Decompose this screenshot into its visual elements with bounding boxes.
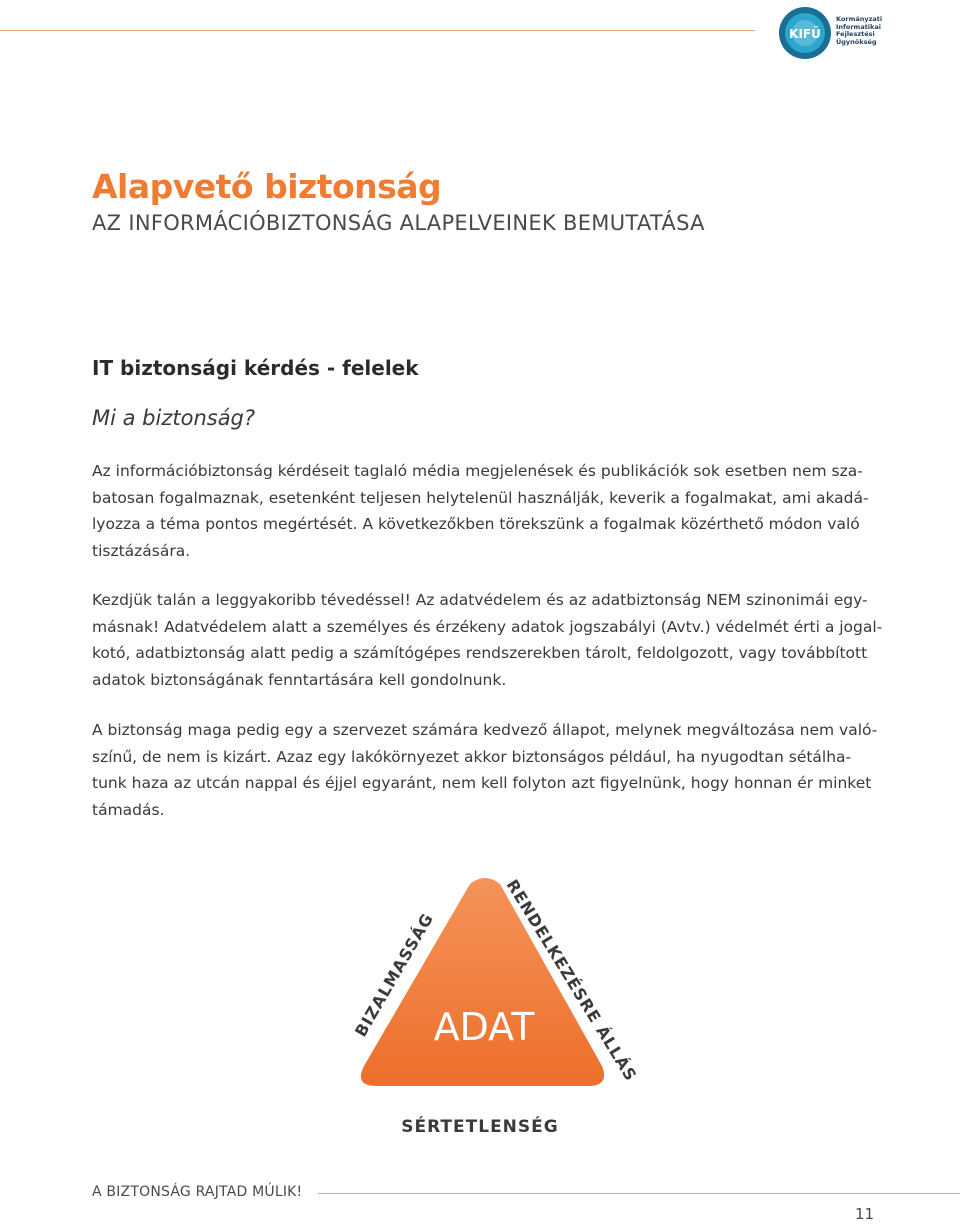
footer-slogan: A BIZTONSÁG RAJTAD MÚLIK! (92, 1184, 303, 1200)
header-rule (0, 30, 755, 31)
paragraph-line: másnak! Adatvédelem alatt a személyes és érzékeny adatok jogszabályi (Avtv.) védelmét érti a jogal- (92, 617, 883, 636)
triangle-left-label-path: BIZALMASSÁG (351, 909, 438, 1041)
triangle-bottom-label: SÉRTETLENSÉG (401, 1117, 559, 1137)
paragraph-line: lyozza a téma pontos megértését. A következőkben törekszünk a fogalmak közérthető módon való (92, 515, 860, 533)
logo-line: Fejlesztési (836, 30, 875, 38)
page-number: 11 (855, 1205, 875, 1223)
paragraph (92, 717, 882, 823)
paragraph-line: kotó, adatbiztonság alatt pedig a számítógépes rendszerekben tárolt, feldolgozott, vagy továbbított (92, 644, 868, 662)
section-title: IT biztonsági kérdés - felelek (92, 356, 419, 380)
paragraph-line: tisztázására. (92, 541, 191, 560)
paragraph-line: színű, de nem is kizárt. Azaz egy lakókörnyezet akkor biztonságos például, ha nyugodtan sétálha- (92, 747, 852, 766)
logo-line: Informatikai (836, 22, 881, 31)
logo-line: Ügynökség (836, 37, 877, 46)
footer-rule (318, 1193, 960, 1194)
paragraph-line: Kezdjük talán a leggyakoribb tévedéssel! Az adatvédelem és az adatbiztonság NEM szinonimái egy- (92, 591, 868, 609)
paragraph-line: támadás. (92, 800, 165, 819)
triangle-right-label-path: RENDELKEZÉSRE ÁLLÁS (502, 876, 641, 1085)
paragraph-line: adatok biztonságának fenntartására kell gondolnunk. (92, 670, 507, 689)
triangle-center-label: ADAT (433, 1005, 535, 1049)
question-heading: Mi a biztonság? (92, 406, 256, 430)
logo-abbr: KIFÜ (789, 27, 821, 41)
logo-agency-name (836, 16, 882, 46)
cia-triangle-diagram (330, 860, 650, 1140)
paragraph-line: Az információbiztonság kérdéseit taglaló média megjelenések és publikációk sok esetben nem sza- (92, 462, 863, 480)
paragraph (92, 587, 882, 693)
logo-line: Kormányzati (836, 15, 883, 23)
paragraph-line: tunk haza az utcán nappal és éjjel egyaránt, nem kell folyton azt figyelnünk, hogy honnan ér minket (92, 774, 872, 792)
paragraph (92, 458, 882, 564)
paragraph-line: A biztonság maga pedig egy a szervezet számára kedvező állapot, melynek megváltozása nem való- (92, 721, 878, 739)
paragraph-line: batosan fogalmaznak, esetenként teljesen helytelenül használják, keverik a fogalmakat, ami akadá- (92, 488, 869, 507)
page-title: Alapvető biztonság (92, 167, 442, 206)
page-subtitle: AZ INFORMÁCIÓBIZTONSÁG ALAPELVEINEK BEMUTATÁSA (92, 211, 705, 235)
